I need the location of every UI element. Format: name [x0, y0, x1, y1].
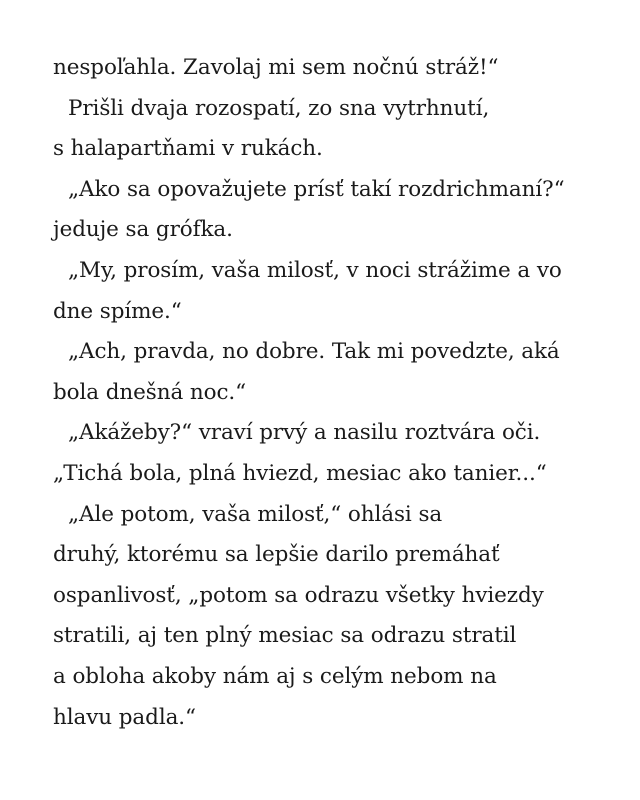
- text-line: bola dnešná noc.“: [53, 379, 247, 405]
- text-line: jeduje sa grófka.: [53, 217, 233, 243]
- text-line: „Ach, pravda, no dobre. Tak mi povedzte, aká: [68, 339, 560, 365]
- text-line: hlavu padla.“: [53, 704, 196, 730]
- text-line: „Akážeby?“ vraví prvý a nasilu roztvára oči.: [68, 420, 541, 446]
- text-line: Prišli dvaja rozospatí, zo sna vytrhnutí,: [68, 95, 490, 121]
- text-line: „Ako sa opovažujete prísť takí rozdrichmaní?“: [68, 176, 565, 202]
- text-line: a obloha akoby nám aj s celým nebom na: [53, 663, 497, 689]
- text-line: stratili, aj ten plný mesiac sa odrazu stratil: [53, 623, 517, 649]
- text-line: ospanlivosť, „potom sa odrazu všetky hviezdy: [53, 582, 544, 608]
- text-line: „My, prosím, vaša milosť, v noci strážime a vo: [68, 257, 562, 283]
- text-line: druhý, ktorému sa lepšie darilo premáhať: [53, 542, 500, 568]
- page-text: [53, 48, 613, 738]
- text-line: nespoľahla. Zavolaj mi sem nočnú stráž!“: [53, 55, 499, 80]
- text-line: s halapartňami v rukách.: [53, 136, 323, 162]
- text-line: dne spíme.“: [53, 298, 182, 324]
- text-line: „Ale potom, vaša milosť,“ ohlási sa: [68, 501, 443, 527]
- text-line: „Tichá bola, plná hviezd, mesiac ako tanier...“: [53, 460, 547, 486]
